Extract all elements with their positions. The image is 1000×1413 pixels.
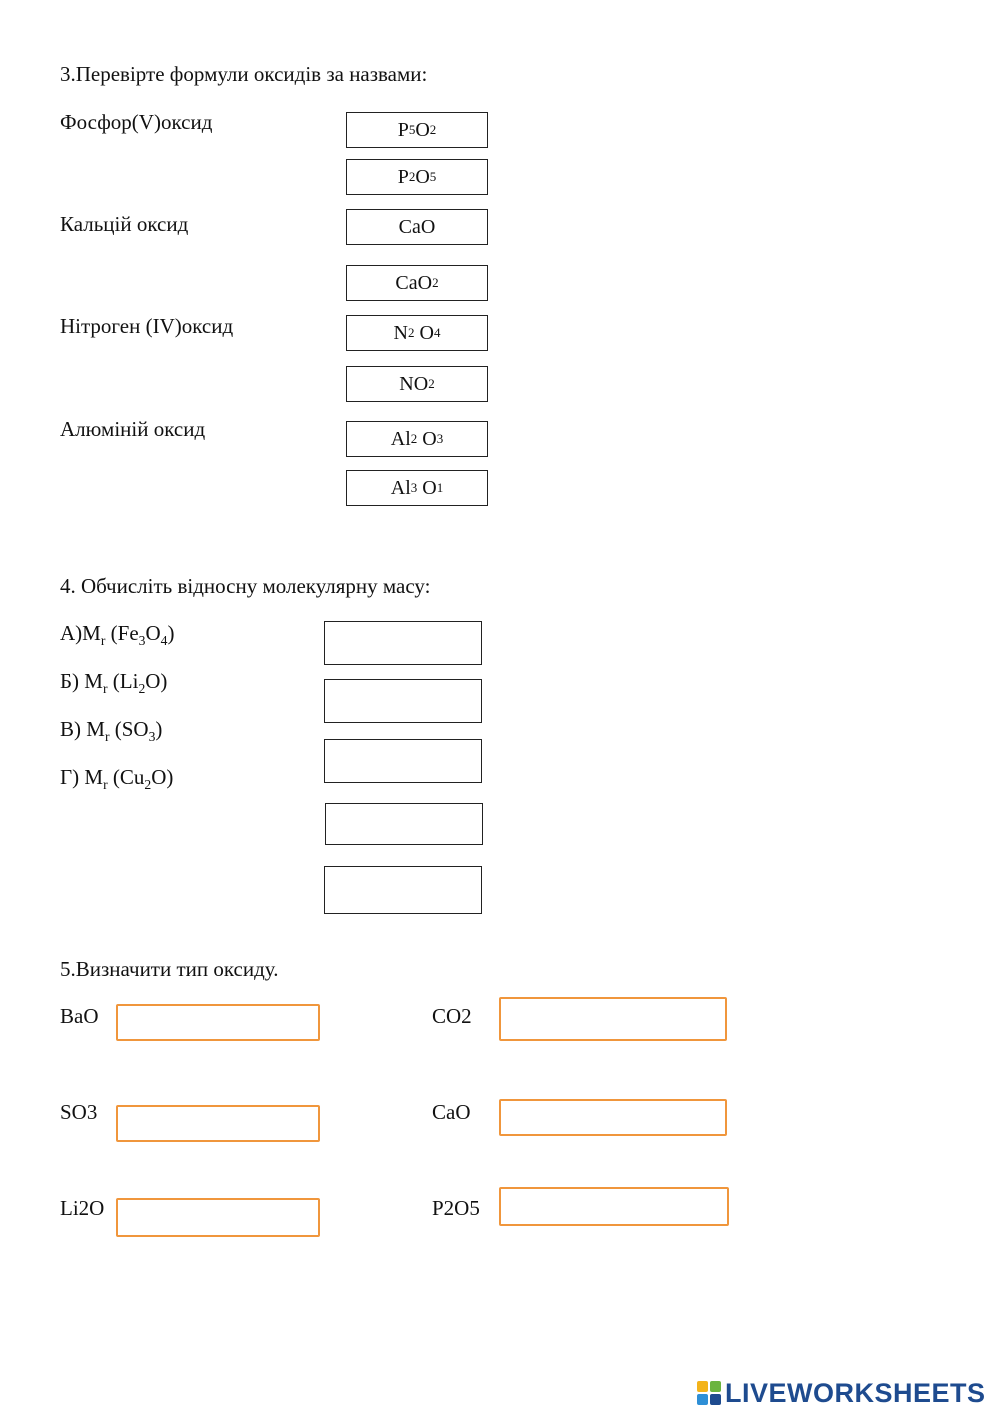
mr-answer-box[interactable] <box>324 739 482 783</box>
logo-square <box>710 1394 721 1405</box>
formula-option-p2o5[interactable]: P 2 O 5 <box>346 159 488 195</box>
oxide-name-calcium: Кальцій оксид <box>60 212 189 236</box>
logo-square <box>710 1381 721 1392</box>
formula-option-p5o2[interactable]: P 5 O 2 <box>346 112 488 148</box>
oxide-name-aluminium: Алюміній оксид <box>60 417 206 441</box>
formula-option-cao2[interactable]: CaO 2 <box>346 265 488 301</box>
oxide-type-input-co2[interactable] <box>499 997 727 1041</box>
oxide-type-input-p2o5[interactable] <box>499 1187 729 1226</box>
liveworksheets-logo <box>697 1378 986 1408</box>
oxide-label-co2: CO2 <box>432 1004 472 1028</box>
mr-answer-box[interactable] <box>324 621 482 665</box>
oxide-name-phosphorus: Фосфор(V)оксид <box>60 110 213 134</box>
oxide-label-li2o: Li2O <box>60 1196 105 1220</box>
formula-option-cao[interactable]: CaO <box>346 209 488 245</box>
oxide-type-input-so3[interactable] <box>116 1105 320 1142</box>
mr-item-v: В) $M_r$ $(SO_3)$ <box>60 717 163 745</box>
logo-mark-icon <box>697 1381 721 1405</box>
mr-answer-box[interactable] <box>325 803 483 845</box>
formula-option-no2[interactable]: NO 2 <box>346 366 488 402</box>
mr-item-a: $А)M_r$ $(Fe_3O_4)$ <box>60 621 175 649</box>
oxide-type-input-cao[interactable] <box>499 1099 727 1136</box>
oxide-label-p2o5: P2O5 <box>432 1196 480 1220</box>
section-5-heading: 5.Визначити тип оксиду. <box>60 957 279 981</box>
formula-option-n2o4[interactable]: N 2 O 4 <box>346 315 488 351</box>
oxide-name-nitrogen: Нітроген (IV)оксид <box>60 314 234 338</box>
section-4-heading: 4. Обчисліть відносну молекулярну масу: <box>60 574 431 598</box>
logo-text: LIVEWORKSHEETS <box>725 1377 986 1408</box>
oxide-type-input-li2o[interactable] <box>116 1198 320 1237</box>
mr-item-g: Г) $M_r$ $(Cu_2O)$ <box>60 765 174 793</box>
oxide-label-so3: SO3 <box>60 1100 98 1124</box>
oxide-label-cao: CaO <box>432 1100 471 1124</box>
mr-item-b: Б) $M_r$ $(Li_2O)$ <box>60 669 168 697</box>
mr-answer-box[interactable] <box>324 679 482 723</box>
formula-option-al3o1[interactable]: Al 3 O 1 <box>346 470 488 506</box>
logo-square <box>697 1394 708 1405</box>
oxide-label-bao: BaO <box>60 1004 99 1028</box>
formula-option-al2o3[interactable]: Al 2 O 3 <box>346 421 488 457</box>
logo-square <box>697 1381 708 1392</box>
mr-answer-box[interactable] <box>324 866 482 914</box>
section-3-heading: 3.Перевірте формули оксидів за назвами: <box>60 62 428 86</box>
oxide-type-input-bao[interactable] <box>116 1004 320 1041</box>
